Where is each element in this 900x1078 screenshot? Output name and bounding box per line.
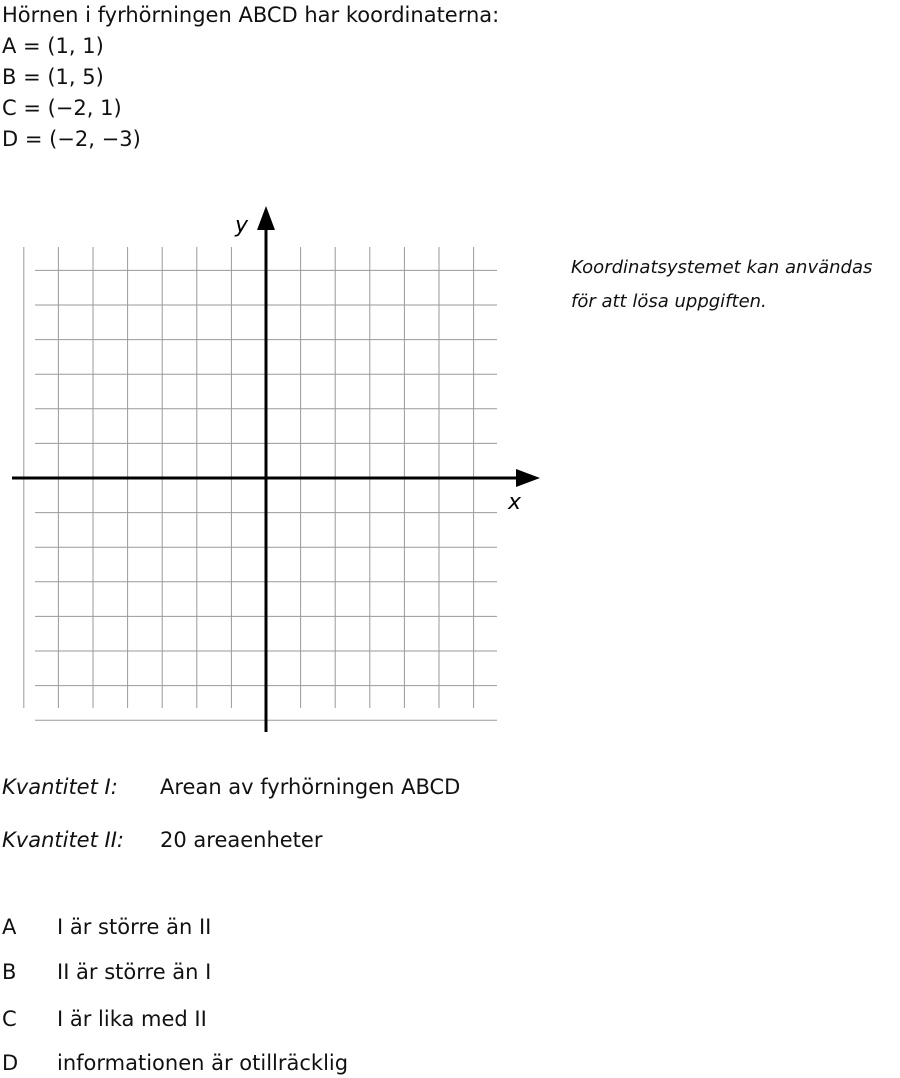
point-d: D = (−2, −3) xyxy=(2,127,141,151)
option-d-text: informationen är otillräcklig xyxy=(57,1051,349,1075)
quantity-1-text: Arean av fyrhörningen ABCD xyxy=(160,775,461,799)
x-axis-label: x xyxy=(508,490,522,515)
option-a-text: I är större än II xyxy=(57,915,212,939)
quantity-2-text: 20 areaenheter xyxy=(160,828,323,852)
intro-text: Hörnen i fyrhörningen ABCD har koordinaterna: xyxy=(2,3,500,27)
grid-lines xyxy=(24,247,497,720)
option-b-text: II är större än I xyxy=(57,960,212,984)
note-line-2: för att lösa uppgiften. xyxy=(571,291,767,312)
option-a-letter: A xyxy=(2,915,17,939)
quantity-2-label: Kvantitet II: xyxy=(2,828,124,852)
y-axis-label: y xyxy=(235,213,249,238)
option-c-text: I är lika med II xyxy=(57,1007,207,1031)
point-a: A = (1, 1) xyxy=(2,34,104,58)
option-c-letter: C xyxy=(2,1007,17,1031)
option-b-letter: B xyxy=(2,960,17,984)
x-axis-arrow xyxy=(516,469,540,487)
point-c: C = (−2, 1) xyxy=(2,96,122,120)
option-d-letter: D xyxy=(2,1051,19,1075)
point-b: B = (1, 5) xyxy=(2,65,104,89)
note-line-1: Koordinatsystemet kan användas xyxy=(571,257,873,278)
quantity-1-label: Kvantitet I: xyxy=(2,775,118,799)
y-axis-arrow xyxy=(257,206,275,230)
